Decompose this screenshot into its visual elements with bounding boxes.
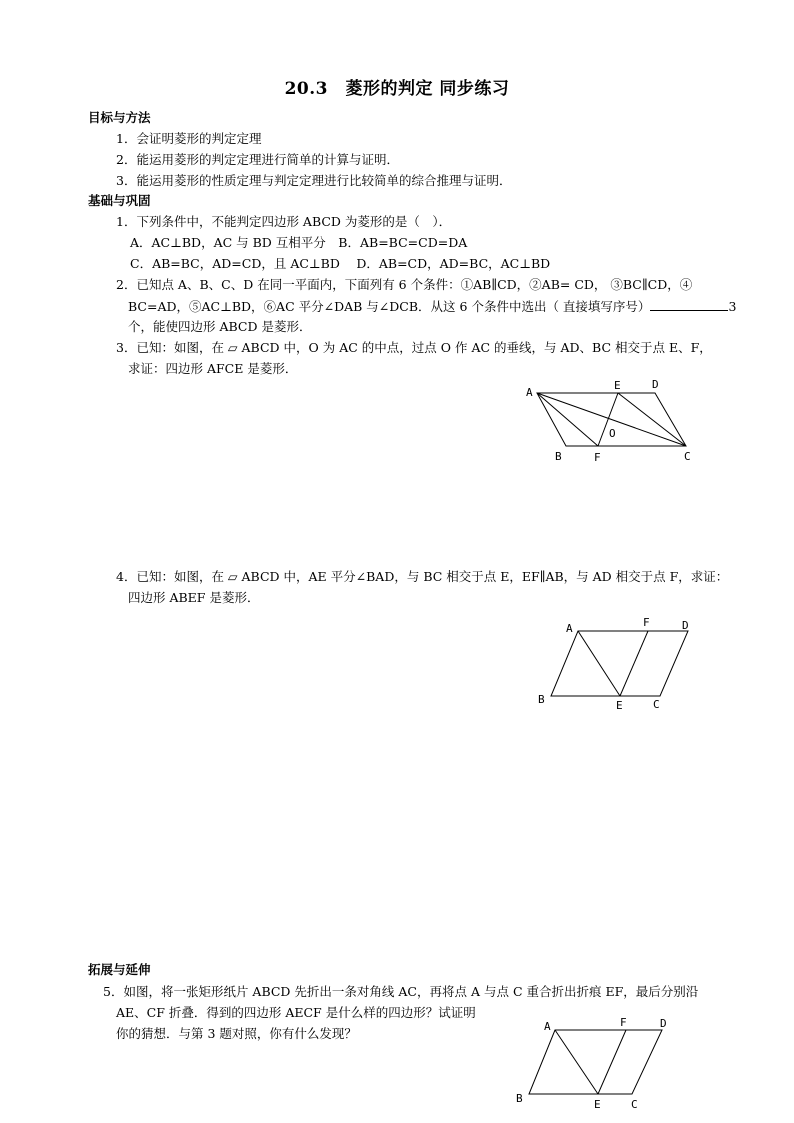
fig5-label-a: A — [544, 1020, 551, 1033]
fig3-label-c: C — [684, 450, 691, 463]
page-title: 20.3 菱形的判定 同步练习 — [284, 79, 510, 99]
figure-q3 — [520, 375, 700, 465]
q2-line2-text: BC=AD，⑤AC⊥BD，⑥AC 平分∠DAB 与∠DCB．从这 6 个条件中选出（ 直接填写序号） — [128, 299, 651, 314]
fig3-label-a: A — [526, 386, 533, 399]
q3-line2: 求证：四边形 AFCE 是菱形． — [128, 361, 298, 376]
fig4-label-a: A — [566, 622, 573, 635]
fig5-label-f: F — [620, 1016, 627, 1029]
q5-line2: AE、CF 折叠．得到的四边形 AECF 是什么样的四边形？试证明 — [116, 1005, 476, 1020]
goal-2: 2．能运用菱形的判定定理进行简单的计算与证明． — [116, 152, 399, 167]
q3-line1: 3．已知：如图，在 ▱ ABCD 中，O 为 AC 的中点，过点 O 作 AC 的垂线，与 AD、BC 相交于点 E、F， — [116, 340, 712, 355]
section-basics: 基础与巩固 — [88, 193, 151, 208]
q1-stem: 1．下列条件中，不能判定四边形 ABCD 为菱形的是（ ）． — [116, 214, 452, 229]
q2-line3: 个，能使四边形 ABCD 是菱形． — [128, 319, 312, 334]
q2-line2 — [128, 298, 736, 315]
q5-line3: 你的猜想．与第 3 题对照，你有什么发现？ — [116, 1026, 357, 1041]
q2-answer-blank[interactable] — [650, 298, 728, 311]
q1-options-ab: A．AC⊥BD，AC 与 BD 互相平分 B．AB=BC=CD=DA — [130, 235, 468, 250]
goal-1: 1．会证明菱形的判定定理 — [116, 131, 262, 146]
fig4-label-f: F — [643, 616, 650, 629]
fig5-label-d: D — [660, 1017, 667, 1030]
goal-3: 3．能运用菱形的性质定理与判定定理进行比较简单的综合推理与证明． — [116, 173, 512, 188]
q2-line2-end: 3 — [728, 299, 737, 314]
fig5-label-c: C — [631, 1098, 638, 1111]
figure-q5 — [512, 1012, 682, 1112]
fig4-label-e: E — [616, 699, 623, 712]
q4-line1: 4．已知：如图，在 ▱ ABCD 中，AE 平分∠BAD，与 BC 相交于点 E，EF∥AB，与 AD 相交于点 F，求证： — [116, 569, 729, 584]
fig3-label-o: O — [609, 427, 616, 440]
q1-options-cd: C．AB=BC，AD=CD，且 AC⊥BD D．AB=CD，AD=BC，AC⊥BD — [130, 256, 551, 271]
q5-line1: 5．如图，将一张矩形纸片 ABCD 先折出一条对角线 AC，再将点 A 与点 C 重合折出折痕 EF，最后分别沿 — [103, 984, 699, 999]
fig3-label-d: D — [652, 378, 659, 391]
fig4-label-b: B — [538, 693, 545, 706]
fig4-label-d: D — [682, 619, 689, 632]
section-extension: 拓展与延伸 — [88, 962, 151, 977]
fig5-label-b: B — [516, 1092, 523, 1105]
fig4-label-c: C — [653, 698, 660, 711]
fig3-label-b: B — [555, 450, 562, 463]
q4-line2: 四边形 ABEF 是菱形． — [128, 590, 260, 605]
fig5-label-e: E — [594, 1098, 601, 1111]
figure-q4 — [535, 615, 695, 715]
fig3-label-e: E — [614, 379, 621, 392]
q2-line1: 2．已知点 A、B、C、D 在同一平面内，下面列有 6 个条件：①AB∥CD，②AB= CD， ③BC∥CD，④ — [116, 277, 693, 292]
fig3-label-f: F — [594, 451, 601, 464]
section-goals: 目标与方法 — [88, 110, 151, 125]
